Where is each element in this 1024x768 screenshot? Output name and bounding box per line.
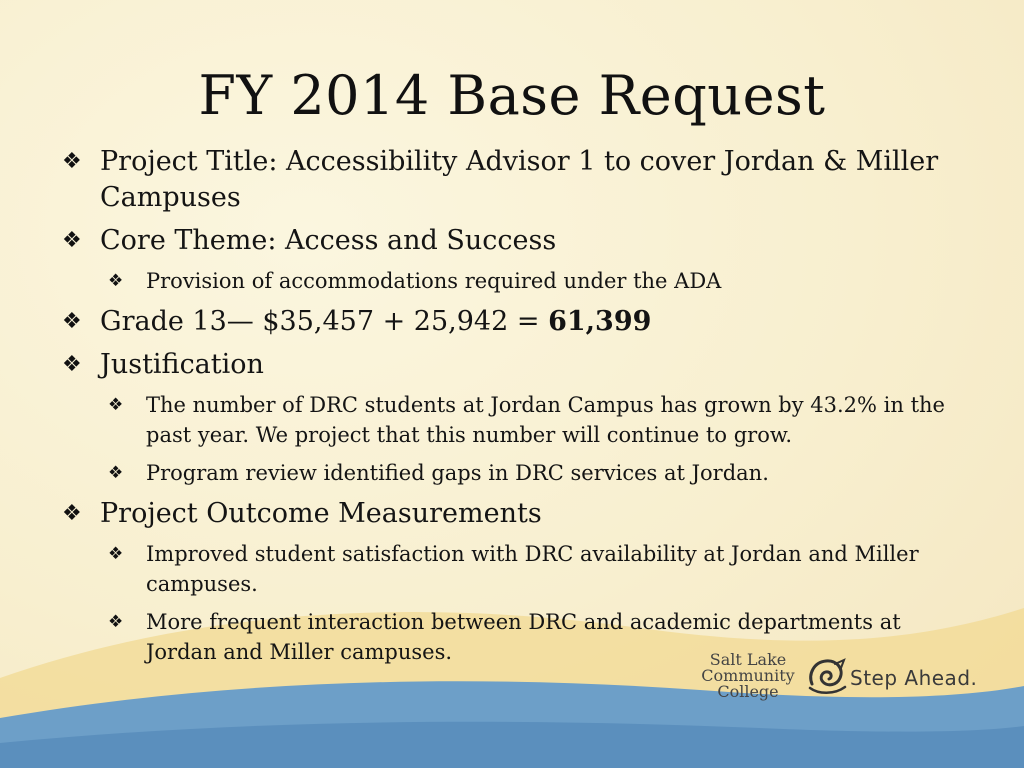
bullet-icon: ❖ [108,463,124,483]
bullet-item [62,144,972,216]
college-tagline: Step Ahead. [850,666,978,690]
bullet-text: Project Outcome Measurements [100,498,542,529]
bullet-text: More frequent interaction between DRC and academic departments at Jordan and Miller campuses. [146,610,901,664]
sub-bullet-item [108,266,972,296]
bullet-icon: ❖ [108,612,124,632]
college-name [692,652,804,700]
bullet-icon: ❖ [108,271,124,291]
bullet-icon: ❖ [62,228,82,253]
college-logo [692,652,992,712]
grade-total: 61,399 [548,306,652,337]
bullet-item [62,304,972,340]
bullet-text: Project Title: Accessibility Advisor 1 to cover Jordan & Miller Campuses [100,146,939,213]
bullet-icon: ❖ [108,544,124,564]
bullet-text: Program review identified gaps in DRC services at Jordan. [146,461,769,485]
bullet-text: Grade 13— $35,457 + 25,942 = [100,306,549,337]
bullet-icon: ❖ [62,352,82,377]
slide-title: FY 2014 Base Request [198,64,826,127]
bullet-item [62,347,972,383]
bullet-text: Provision of accommodations required under the ADA [146,269,722,293]
bullet-item [62,223,972,259]
bullet-icon: ❖ [62,149,82,174]
bullet-item [62,496,972,532]
college-name-line2: Community [701,666,795,685]
college-name-line1: Salt Lake [709,650,787,669]
sub-bullet-item [108,390,972,450]
bullet-icon: ❖ [62,501,82,526]
bullet-icon: ❖ [108,395,124,415]
college-emblem-icon [804,654,850,700]
sub-bullet-item [108,539,972,599]
bullet-text: Core Theme: Access and Success [100,225,557,256]
bullet-icon: ❖ [62,309,82,334]
college-name-line3: College [717,682,779,701]
bullet-text: Improved student satisfaction with DRC availability at Jordan and Miller campuses. [146,542,919,596]
sub-bullet-item [108,458,972,488]
bullet-text: Justification [100,349,264,380]
bullet-list [62,144,972,675]
bullet-text: The number of DRC students at Jordan Campus has grown by 43.2% in the past year. We project that this number will continue to grow. [146,393,945,447]
